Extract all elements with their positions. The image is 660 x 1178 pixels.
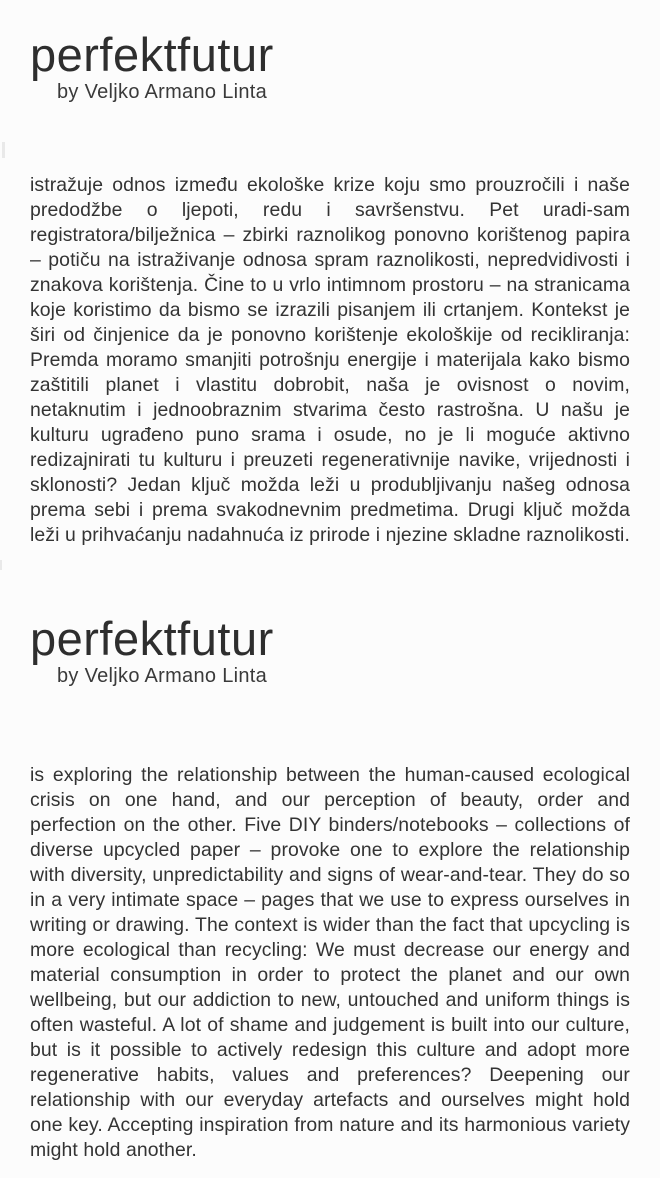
brand-byline: by Veljko Armano Linta: [57, 81, 268, 103]
brand-wordmark: perfektfutur: [30, 28, 274, 81]
brand-block-english: [30, 612, 630, 688]
scan-artifact: [2, 142, 5, 158]
brand-block-croatian: [30, 28, 630, 104]
scan-artifact: [0, 560, 2, 570]
brand-byline: by Veljko Armano Linta: [57, 665, 268, 687]
statement-paragraph-croatian: istražuje odnos između ekološke krize koju smo prouzročili i naše predodžbe o ljepoti, redu i savršenstvu. Pet uradi-sam registratora/bilježnica – zbirki raznolikog ponovno korištenog papira – potiču na istraživanje odnosa spram raznolikosti, nepredvidivosti i znakova korištenja. Čine to u vrlo intimnom prostoru – na stranicama koje koristimo da bismo se izrazili pisanjem ili crtanjem. Kontekst je širi od činjenice da je ponovno korištenje ekološkije od recikliranja: Premda moramo smanjiti potrošnju energije i materijala kako bismo zaštitili planet i vlastitu dobrobit, naša je ovisnost o novim, netaknutim i jednoobraznim stvarima često rastrošna. U našu je kulturu ugrađeno puno srama i osude, no je li moguće aktivno redizajnirati tu kulturu i preuzeti regenerativnije navike, vrijednosti i sklonosti? Jedan ključ možda leži u produbljivanju našeg odnosa prema sebi i prema svakodnevnim predmetima. Drugi ključ možda leži u prihvaćanju nadahnuća iz prirode i njezine skladne raznolikosti.: [30, 174, 630, 546]
brand-wordmark: perfektfutur: [30, 612, 274, 665]
document-content: [0, 28, 660, 1163]
statement-paragraph-english: is exploring the relationship between the human-caused ecological crisis on one hand, and our perception of beauty, order and perfection on the other. Five DIY binders/notebooks – collections of diverse upcycled paper – provoke one to explore the relationship with diversity, unpredictability and signs of wear-and-tear. They do so in a very intimate space – pages that we use to express ourselves in writing or drawing. The context is wider than the fact that upcycling is more ecological than recycling: We must decrease our energy and material consumption in order to protect the planet and our own wellbeing, but our addiction to new, untouched and uniform things is often wasteful. A lot of shame and judgement is built into our culture, but is it possible to actively redesign this culture and adopt more regenerative habits, values and preferences? Deepening our relationship with our everyday artefacts and ourselves might hold one key. Accepting inspiration from nature and its harmonious variety might hold another.: [30, 764, 630, 1161]
